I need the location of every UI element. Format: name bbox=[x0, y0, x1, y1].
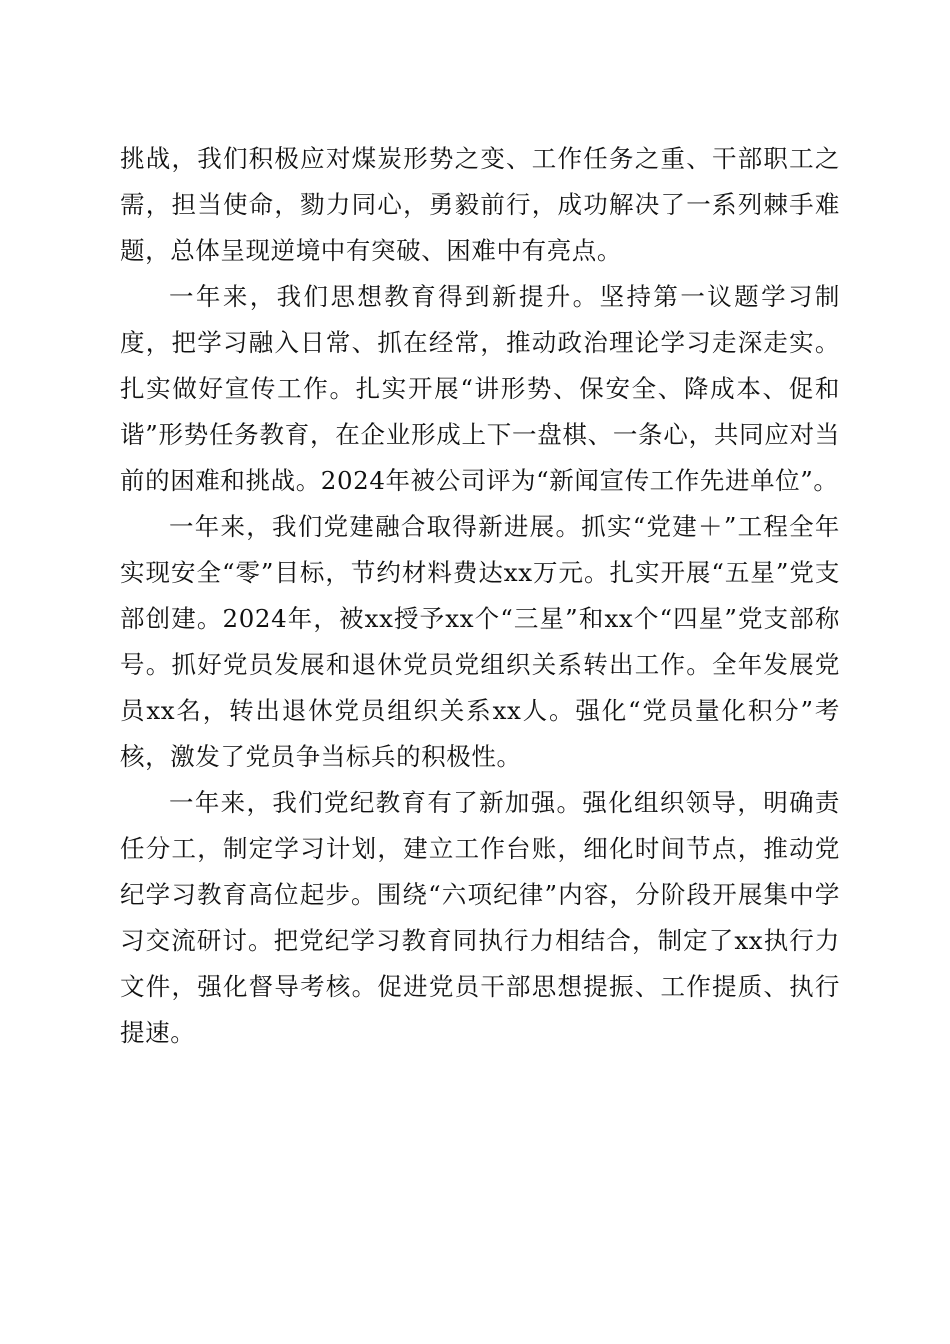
paragraph-continuation: 挑战，我们积极应对煤炭形势之变、工作任务之重、干部职工之需，担当使命，勠力同心，勇毅前行，成功解决了一系列棘手难题，总体呈现逆境中有突破、困难中有亮点。 bbox=[120, 144, 840, 265]
paragraph-ideological-education: 一年来，我们思想教育得到新提升。坚持第一议题学习制度，把学习融入日常、抓在经常，推动政治理论学习走深走实。扎实做好宣传工作。扎实开展“讲形势、保安全、降成本、促和谐”形势任务教育，在企业形成上下一盘棋、一条心，共同应对当前的困难和挑战。2024年被公司评为“新闻宣传工作先进单位”。 bbox=[120, 282, 840, 495]
paragraph-party-building: 一年来，我们党建融合取得新进展。抓实“党建＋”工程全年实现安全“零”目标，节约材料费达xx万元。扎实开展“五星”党支部创建。2024年，被xx授予xx个“三星”和xx个“四星”党支部称号。抓好党员发展和退休党员党组织关系转出工作。全年发展党员xx名，转出退休党员组织关系xx人。强化“党员量化积分”考核，激发了党员争当标兵的积极性。 bbox=[120, 512, 840, 771]
document-body bbox=[120, 136, 840, 1056]
paragraph-discipline-education: 一年来，我们党纪教育有了新加强。强化组织领导，明确责任分工，制定学习计划，建立工作台账，细化时间节点，推动党纪学习教育高位起步。围绕“六项纪律”内容，分阶段开展集中学习交流研讨。把党纪学习教育同执行力相结合，制定了xx执行力文件，强化督导考核。促进党员干部思想提振、工作提质、执行提速。 bbox=[120, 788, 840, 1047]
